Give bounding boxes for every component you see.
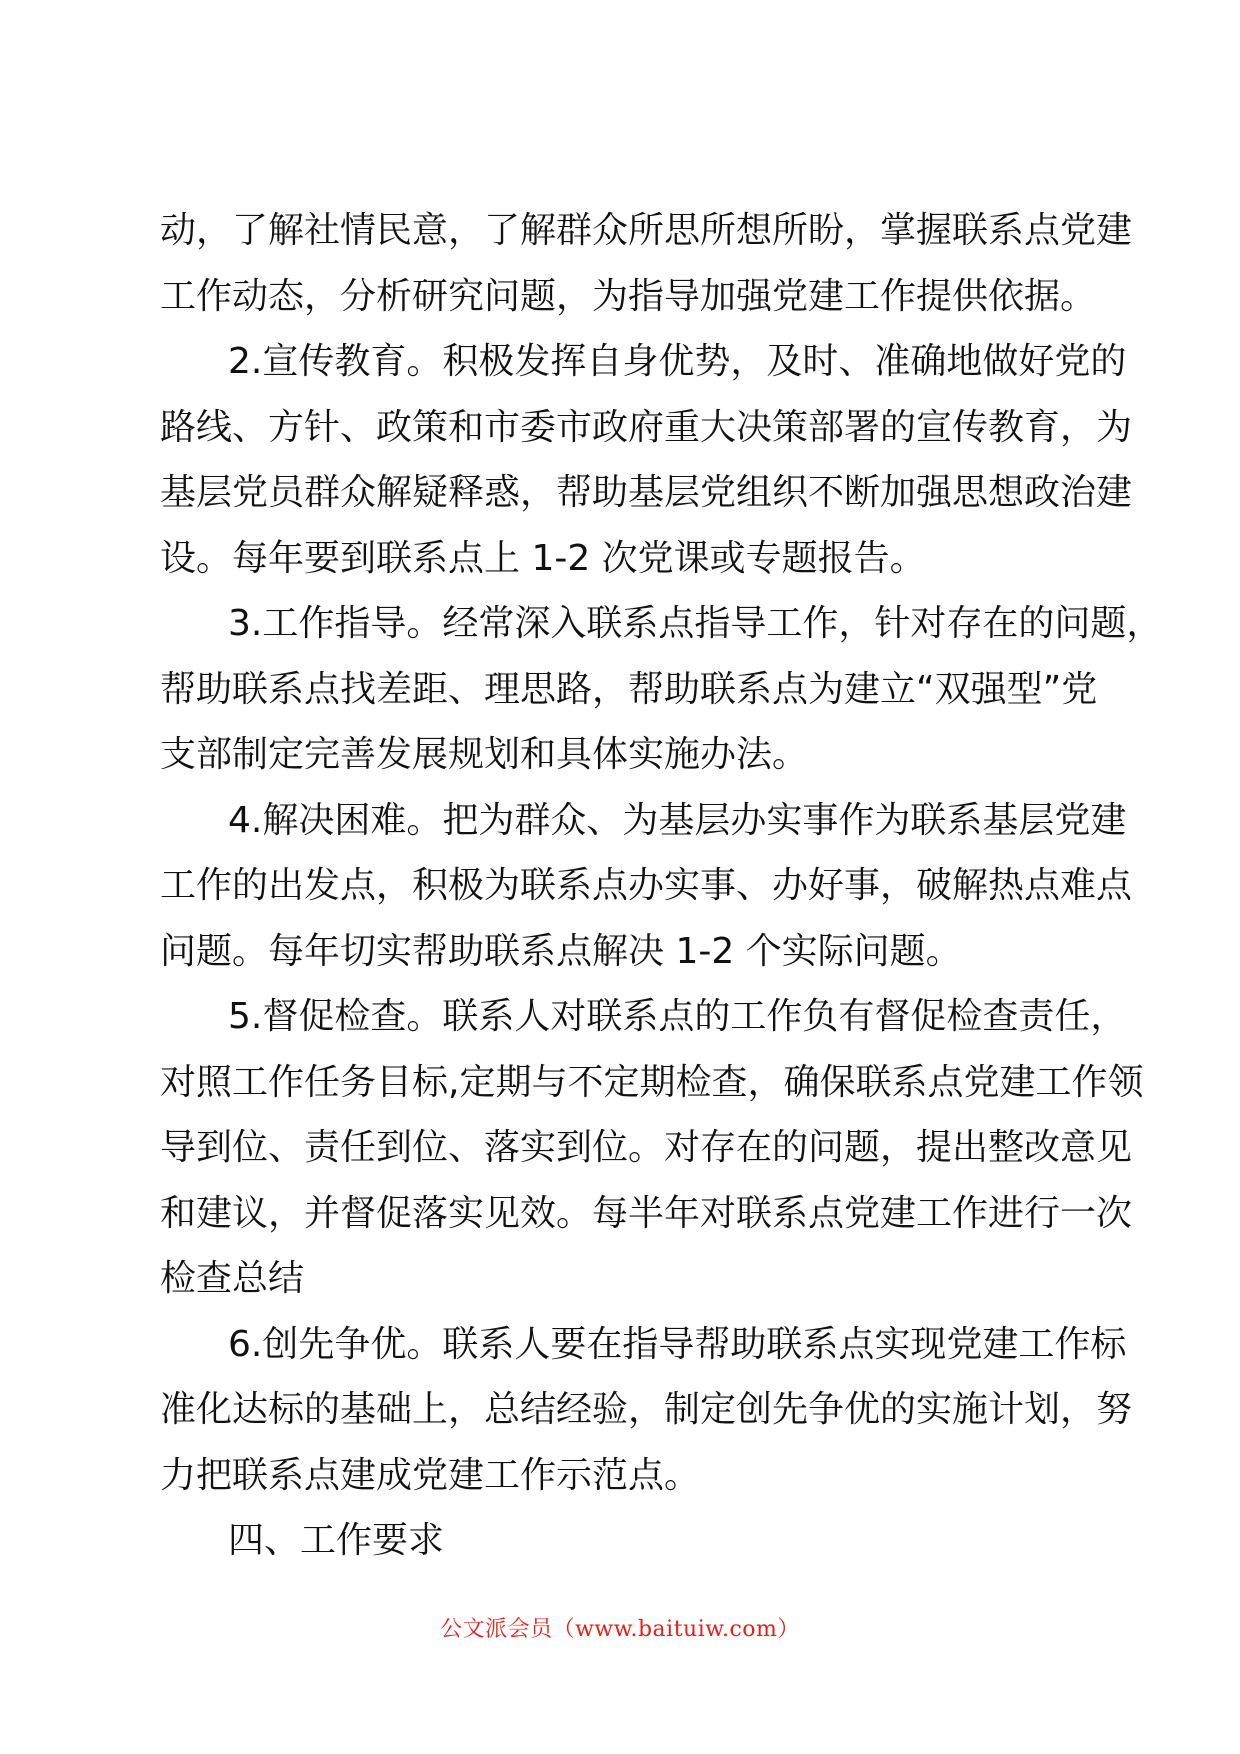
text-line: 基层党员群众解疑释惑，帮助基层党组织不断加强思想政治建	[160, 472, 1133, 513]
text-line: 导到位、责任到位、落实到位。对存在的问题，提出整改意见	[160, 1127, 1133, 1168]
text-line: 和建议，并督促落实见效。每半年对联系点党建工作进行一次	[160, 1192, 1133, 1234]
text-line: 工作的出发点，积极为联系点办实事、办好事，破解热点难点	[160, 865, 1133, 906]
text-line: 动，了解社情民意，了解群众所思所想所盼，掌握联系点党建	[160, 210, 1133, 251]
text-line: 问题。每年切实帮助联系点解决 1-2 个实际问题。	[160, 930, 962, 972]
paragraph-start: 6.创先争优。联系人要在指导帮助联系点实现党建工作标	[228, 1323, 1127, 1365]
text-line: 帮助联系点找差距、理思路，帮助联系点为建立“双强型”党	[160, 668, 1098, 710]
document-body	[160, 198, 1163, 1574]
paragraph-start: 2.宣传教育。积极发挥自身优势，及时、准确地做好党的	[228, 341, 1127, 382]
text-line: 对照工作任务目标,定期与不定期检查，确保联系点党建工作领	[160, 1061, 1144, 1103]
text-line: 力把联系点建成党建工作示范点。	[160, 1454, 701, 1496]
paragraph-start: 3.工作指导。经常深入联系点指导工作，针对存在的问题，	[228, 603, 1163, 644]
text-line: 设。每年要到联系点上 1-2 次党课或专题报告。	[160, 537, 926, 579]
text-line: 路线、方针、政策和市委市政府重大决策部署的宣传教育，为	[160, 406, 1133, 448]
watermark-footer: 公文派会员（www.baituiw.com）	[440, 1617, 800, 1642]
section-heading: 四、工作要求	[228, 1520, 445, 1561]
paragraph-start: 5.督促检查。联系人对联系点的工作负有督促检查责任，	[228, 996, 1127, 1037]
text-line: 准化达标的基础上，总结经验，制定创先争优的实施计划，努	[160, 1389, 1133, 1430]
paragraph-start: 4.解决困难。把为群众、为基层办实事作为联系基层党建	[228, 799, 1127, 841]
text-line: 支部制定完善发展规划和具体实施办法。	[160, 734, 809, 775]
text-line: 检查总结	[160, 1258, 305, 1299]
text-line: 工作动态，分析研究问题，为指导加强党建工作提供依据。	[160, 275, 1097, 317]
